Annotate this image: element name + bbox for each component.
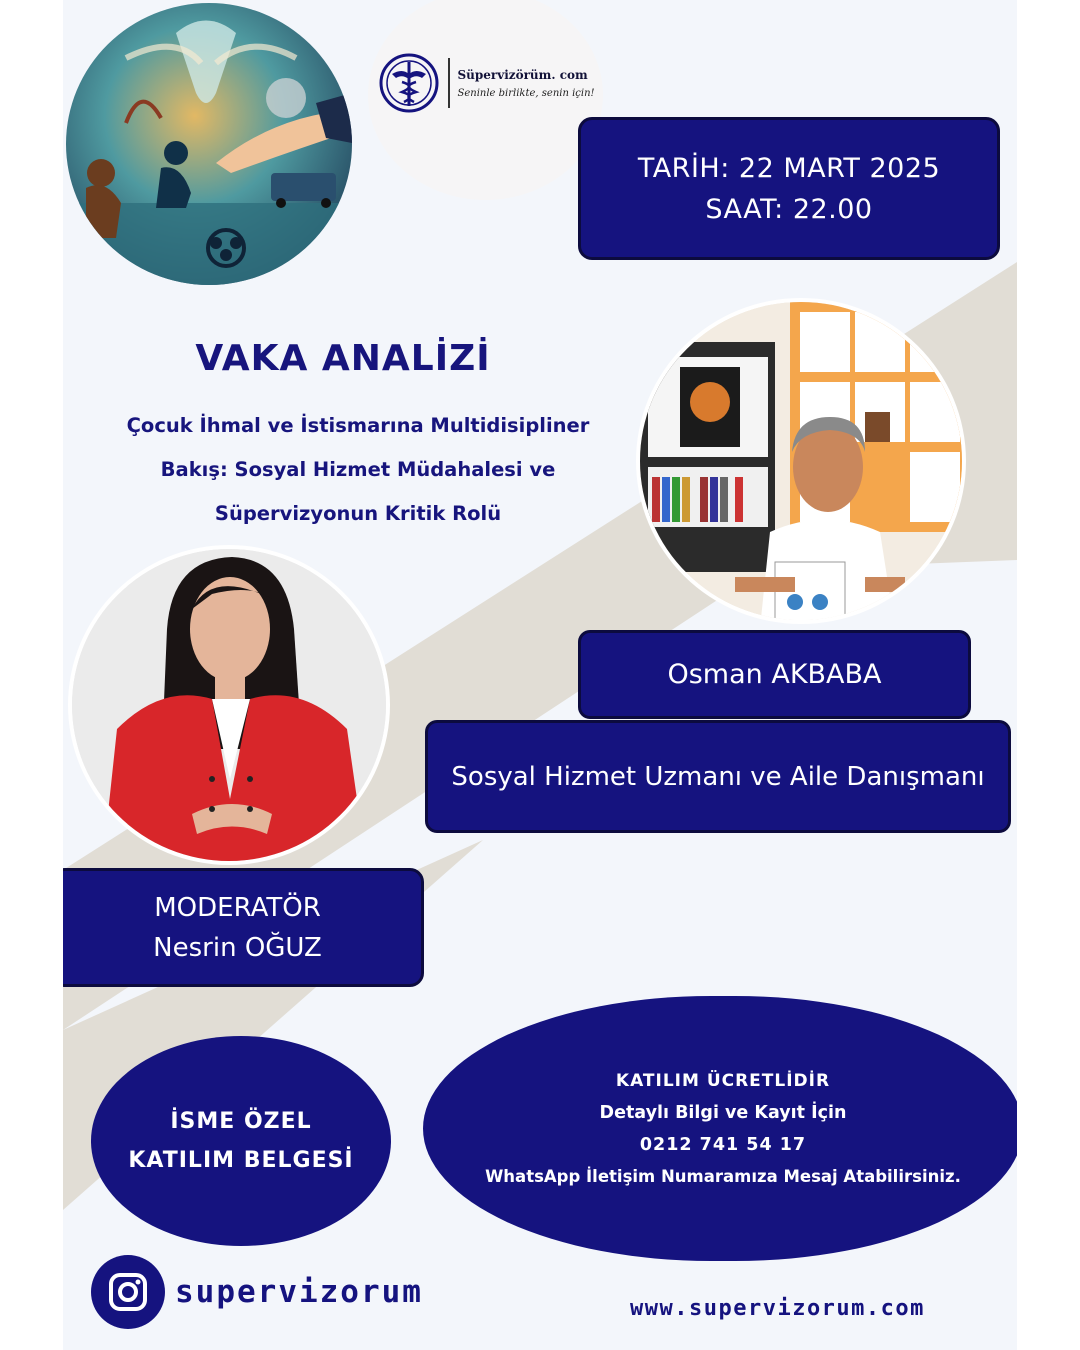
certificate-badge	[91, 1036, 391, 1246]
website-link[interactable]: www.supervizorum.com	[630, 1296, 925, 1321]
moderator-box	[63, 868, 424, 987]
logo[interactable]	[378, 53, 598, 113]
subtitle-line-1: Çocuk İhmal ve İstismarına Multidisipliner	[126, 414, 590, 437]
moderator-portrait	[72, 549, 390, 865]
logo-brand: Süpervizörüm. com	[457, 67, 588, 82]
logo-text	[458, 68, 595, 99]
time-text: SAAT: 22.00	[705, 193, 873, 225]
moderator-label: MODERATÖR	[154, 892, 321, 923]
caduceus-logo-icon	[378, 52, 440, 114]
info-box	[423, 996, 1017, 1261]
logo-tagline: Seninle birlikte, senin için!	[457, 87, 595, 99]
date-text: TARİH: 22 MART 2025	[637, 152, 941, 184]
info-fee: KATILIM ÜCRETLİDİR	[615, 1070, 831, 1091]
certificate-line-2: KATILIM BELGESİ	[128, 1148, 354, 1173]
info-phone[interactable]: 0212 741 54 17	[639, 1134, 807, 1155]
date-time-box	[578, 117, 1000, 260]
speaker-name-box	[578, 630, 971, 719]
speaker-name: Osman AKBABA	[667, 659, 882, 690]
subtitle-line-3: Süpervizyonun Kritik Rolü	[214, 502, 502, 525]
instagram-link[interactable]	[91, 1255, 423, 1329]
info-whatsapp: WhatsApp İletişim Numaramıza Mesaj Atabilirsiniz.	[485, 1166, 961, 1186]
instagram-handle: supervizorum	[175, 1274, 423, 1310]
subtitle-line-2: Bakış: Sosyal Hizmet Müdahalesi ve	[160, 458, 556, 481]
poster	[63, 0, 1017, 1350]
illustration-circle	[66, 3, 352, 285]
event-subtitle	[73, 404, 643, 536]
info-text	[443, 1065, 1003, 1193]
info-details: Detaylı Bilgi ve Kayıt İçin	[599, 1102, 847, 1123]
speaker-portrait	[640, 302, 966, 624]
event-title: VAKA ANALİZİ	[195, 338, 491, 379]
certificate-line-1: İSME ÖZEL	[170, 1109, 312, 1134]
instagram-icon	[91, 1255, 165, 1329]
moderator-photo	[68, 545, 390, 865]
moderator-name: Nesrin OĞUZ	[153, 932, 322, 963]
speaker-photo	[636, 298, 966, 624]
speaker-role-box	[425, 720, 1011, 833]
speaker-role: Sosyal Hizmet Uzmanı ve Aile Danışmanı	[451, 761, 985, 792]
logo-divider	[448, 58, 450, 108]
abstract-illustration	[66, 3, 352, 285]
